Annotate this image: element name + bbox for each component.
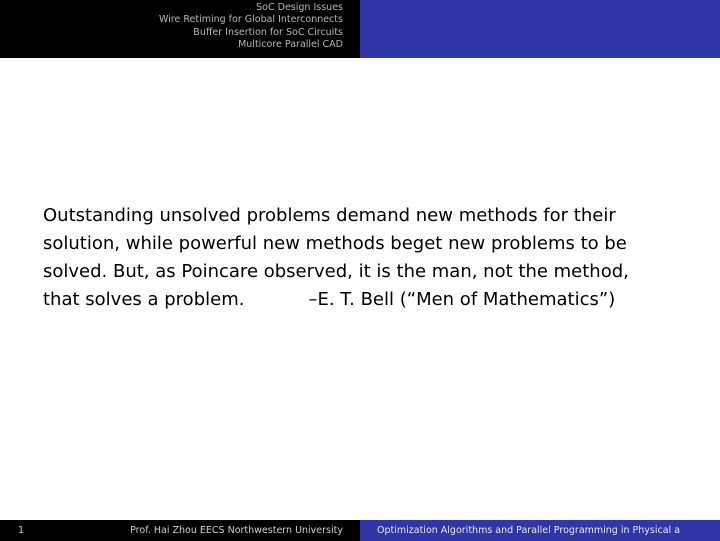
footer-title: Optimization Algorithms and Parallel Programming in Physical a xyxy=(360,520,720,541)
slide-footline xyxy=(0,520,720,541)
quote-attribution: –E. T. Bell (“Men of Mathematics”) xyxy=(308,289,616,310)
section-list xyxy=(159,2,343,51)
quote-line: solved. But, as Poincare observed, it is the man, not the method, xyxy=(43,261,629,282)
quote-line-last xyxy=(43,286,703,314)
section-link-wire-retiming[interactable]: Wire Retiming for Global Interconnects xyxy=(158,14,343,26)
quote-line: solution, while powerful new methods beget new problems to be xyxy=(43,233,627,254)
page-number: 1 xyxy=(18,525,25,536)
footer-author: Prof. Hai Zhou EECS Northwestern University xyxy=(130,525,343,536)
slide-quote xyxy=(43,202,703,314)
quote-line-text: that solves a problem. xyxy=(43,289,245,310)
quote-line: Outstanding unsolved problems demand new methods for their xyxy=(43,205,616,226)
section-link-buffer-insertion[interactable]: Buffer Insertion for SoC Circuits xyxy=(193,26,343,38)
section-link-soc-design-issues[interactable]: SoC Design Issues xyxy=(256,2,343,13)
section-link-multicore-parallel-cad[interactable]: Multicore Parallel CAD xyxy=(238,38,343,50)
headline-subsection-bar xyxy=(360,0,720,58)
footline-left xyxy=(0,520,360,541)
slide-headline xyxy=(0,0,720,58)
section-navigation xyxy=(0,0,360,58)
